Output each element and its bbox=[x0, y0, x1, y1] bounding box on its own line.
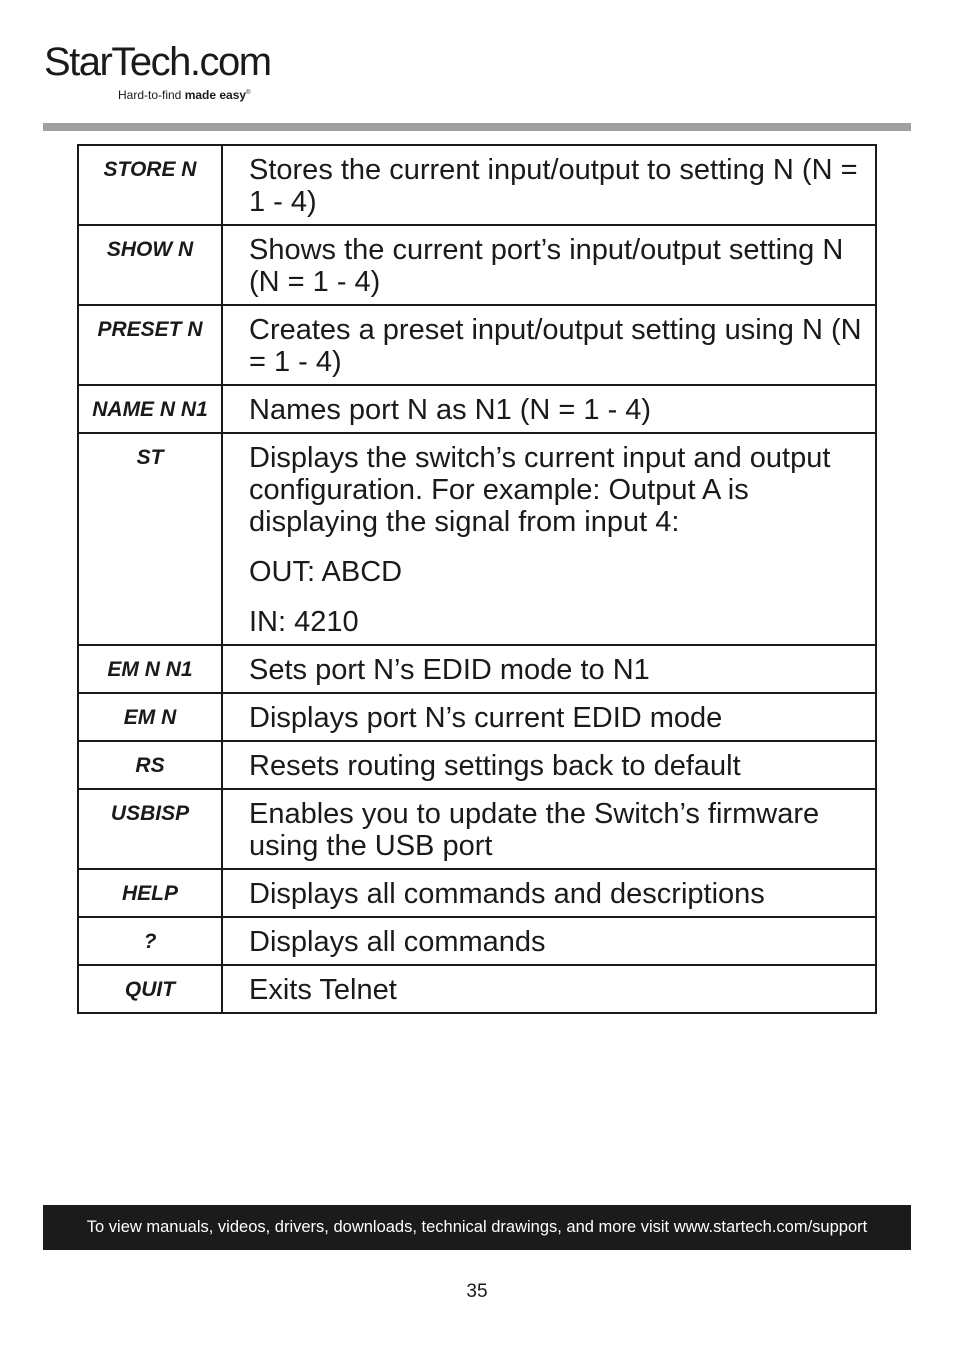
command-description-cell bbox=[222, 693, 876, 741]
command-description: Sets port N’s EDID mode to N1 bbox=[249, 654, 650, 686]
command-row bbox=[78, 145, 876, 225]
command-description: Displays port N’s current EDID mode bbox=[249, 702, 723, 734]
command-row bbox=[78, 385, 876, 433]
command-description: Displays all commands bbox=[249, 926, 546, 958]
command-row bbox=[78, 917, 876, 965]
command-row bbox=[78, 433, 876, 645]
tagline-bold: made easy bbox=[184, 88, 247, 102]
command-description: Resets routing settings back to default bbox=[249, 750, 741, 782]
command-name-cell: STORE N bbox=[78, 145, 222, 225]
startech-logo bbox=[44, 40, 274, 110]
command-description: Creates a preset input/output setting using N (N = 1 - 4) bbox=[249, 314, 862, 378]
command-name-cell: QUIT bbox=[78, 965, 222, 1013]
command-description-cell bbox=[222, 741, 876, 789]
command-row bbox=[78, 965, 876, 1013]
command-description: Displays the switch’s current input and output configuration. For example: Output A is displaying the signal from input 4: bbox=[249, 442, 831, 538]
command-description-cell bbox=[222, 145, 876, 225]
command-description: Displays all commands and descriptions bbox=[249, 878, 765, 910]
command-description: Enables you to update the Switch’s firmware using the USB port bbox=[249, 798, 820, 862]
command-row bbox=[78, 741, 876, 789]
support-footer-bar: To view manuals, videos, drivers, downloads, technical drawings, and more visit www.startech.com/support bbox=[43, 1205, 911, 1250]
command-name-cell: NAME N N1 bbox=[78, 385, 222, 433]
command-description-cell bbox=[222, 869, 876, 917]
command-description-cell bbox=[222, 645, 876, 693]
command-name-cell: USBISP bbox=[78, 789, 222, 869]
command-row bbox=[78, 305, 876, 385]
command-name-cell: SHOW N bbox=[78, 225, 222, 305]
command-name-cell: ? bbox=[78, 917, 222, 965]
command-name-cell: EM N bbox=[78, 693, 222, 741]
command-description-cell bbox=[222, 789, 876, 869]
command-row bbox=[78, 789, 876, 869]
command-row bbox=[78, 693, 876, 741]
command-description-cell bbox=[222, 385, 876, 433]
command-name-cell: ST bbox=[78, 433, 222, 645]
registered-mark: ® bbox=[246, 90, 251, 96]
logo-tagline bbox=[118, 88, 251, 102]
command-description-cell bbox=[222, 917, 876, 965]
command-name-cell: RS bbox=[78, 741, 222, 789]
command-description-cell bbox=[222, 433, 876, 645]
page-number: 35 bbox=[466, 1281, 488, 1302]
command-description: Shows the current port’s input/output setting N (N = 1 - 4) bbox=[249, 234, 844, 298]
telnet-commands-table bbox=[77, 144, 877, 1014]
command-description: Names port N as N1 (N = 1 - 4) bbox=[249, 394, 652, 426]
command-name-cell: EM N N1 bbox=[78, 645, 222, 693]
command-example-line: IN: 4210 bbox=[249, 606, 359, 638]
command-description-cell bbox=[222, 305, 876, 385]
command-description-cell bbox=[222, 225, 876, 305]
command-row bbox=[78, 225, 876, 305]
command-example-line: OUT: ABCD bbox=[249, 556, 403, 588]
command-row bbox=[78, 645, 876, 693]
command-name-cell: PRESET N bbox=[78, 305, 222, 385]
tagline-prefix: Hard-to-find bbox=[118, 88, 185, 102]
commands-table-body bbox=[78, 145, 876, 1013]
command-name-cell: HELP bbox=[78, 869, 222, 917]
command-description-cell bbox=[222, 965, 876, 1013]
header-divider bbox=[43, 123, 911, 131]
command-description: Stores the current input/output to setting N (N = 1 - 4) bbox=[249, 154, 858, 218]
logo-wordmark: StarTech.com bbox=[44, 40, 271, 84]
command-description: Exits Telnet bbox=[249, 974, 397, 1006]
command-row bbox=[78, 869, 876, 917]
